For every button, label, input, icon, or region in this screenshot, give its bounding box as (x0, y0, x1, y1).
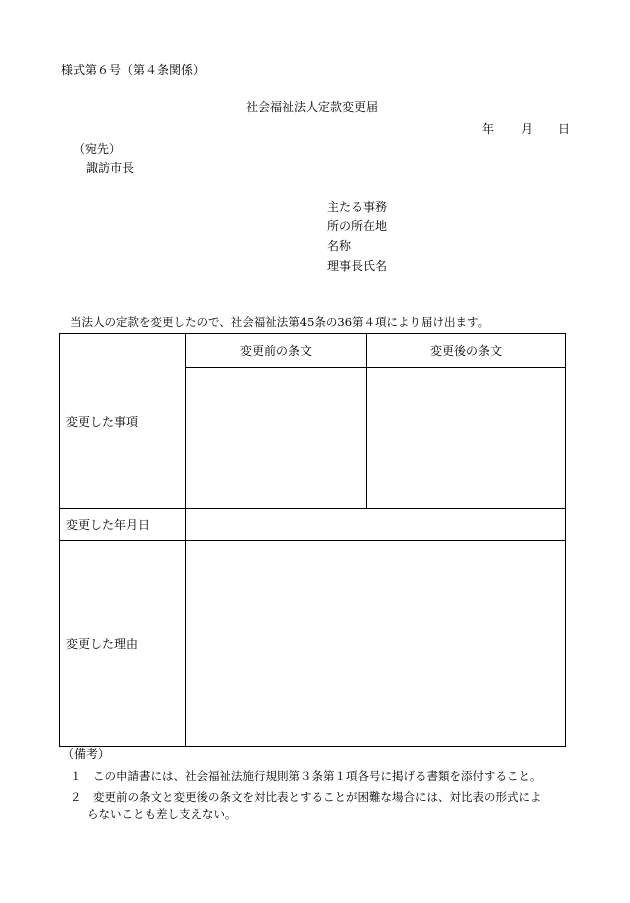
before-clause-cell[interactable] (186, 368, 367, 509)
chairperson-name-label: 理事長氏名 (327, 259, 388, 273)
addressee-label: （宛先） (73, 142, 122, 156)
change-reason-cell[interactable] (186, 541, 566, 747)
change-date-label: 変更した年月日 (60, 509, 186, 541)
date-day-label: 日 (558, 122, 571, 136)
after-clause-cell[interactable] (367, 368, 566, 509)
addressee-name: 諏訪市長 (86, 161, 135, 175)
date-month-label: 月 (521, 122, 534, 136)
change-date-row (60, 509, 566, 541)
document-title: 社会福祉法人定款変更届 (246, 100, 379, 114)
office-address-label-line2: 所の所在地 (327, 219, 388, 233)
name-label: 名称 (327, 239, 352, 253)
statement-text: 当法人の定款を変更したので、社会福祉法第45条の36第４項により届け出ます。 (70, 315, 490, 329)
change-reason-row (60, 541, 566, 747)
after-clause-header: 変更後の条文 (367, 334, 566, 368)
form-number: 様式第６号（第４条関係） (61, 63, 206, 77)
note-1: １ この申請書には、社会福祉法施行規則第３条第１項各号に掲げる書類を添付すること。 (70, 769, 542, 783)
notes-heading: （備考） (62, 747, 111, 761)
date-year-label: 年 (482, 122, 495, 136)
before-clause-header: 変更前の条文 (186, 334, 367, 368)
office-address-label-line1: 主たる事務 (327, 200, 388, 214)
change-table (59, 333, 566, 747)
changed-items-label: 変更した事項 (60, 334, 186, 509)
change-reason-label: 変更した理由 (60, 541, 186, 747)
note-2-line2: らないことも差し支えない。 (87, 807, 237, 821)
change-date-cell[interactable] (186, 509, 566, 541)
table-header-row (60, 334, 566, 368)
note-2-line1: ２ 変更前の条文と変更後の条文を対比表とすることが困難な場合には、対比表の形式によ (70, 790, 542, 804)
